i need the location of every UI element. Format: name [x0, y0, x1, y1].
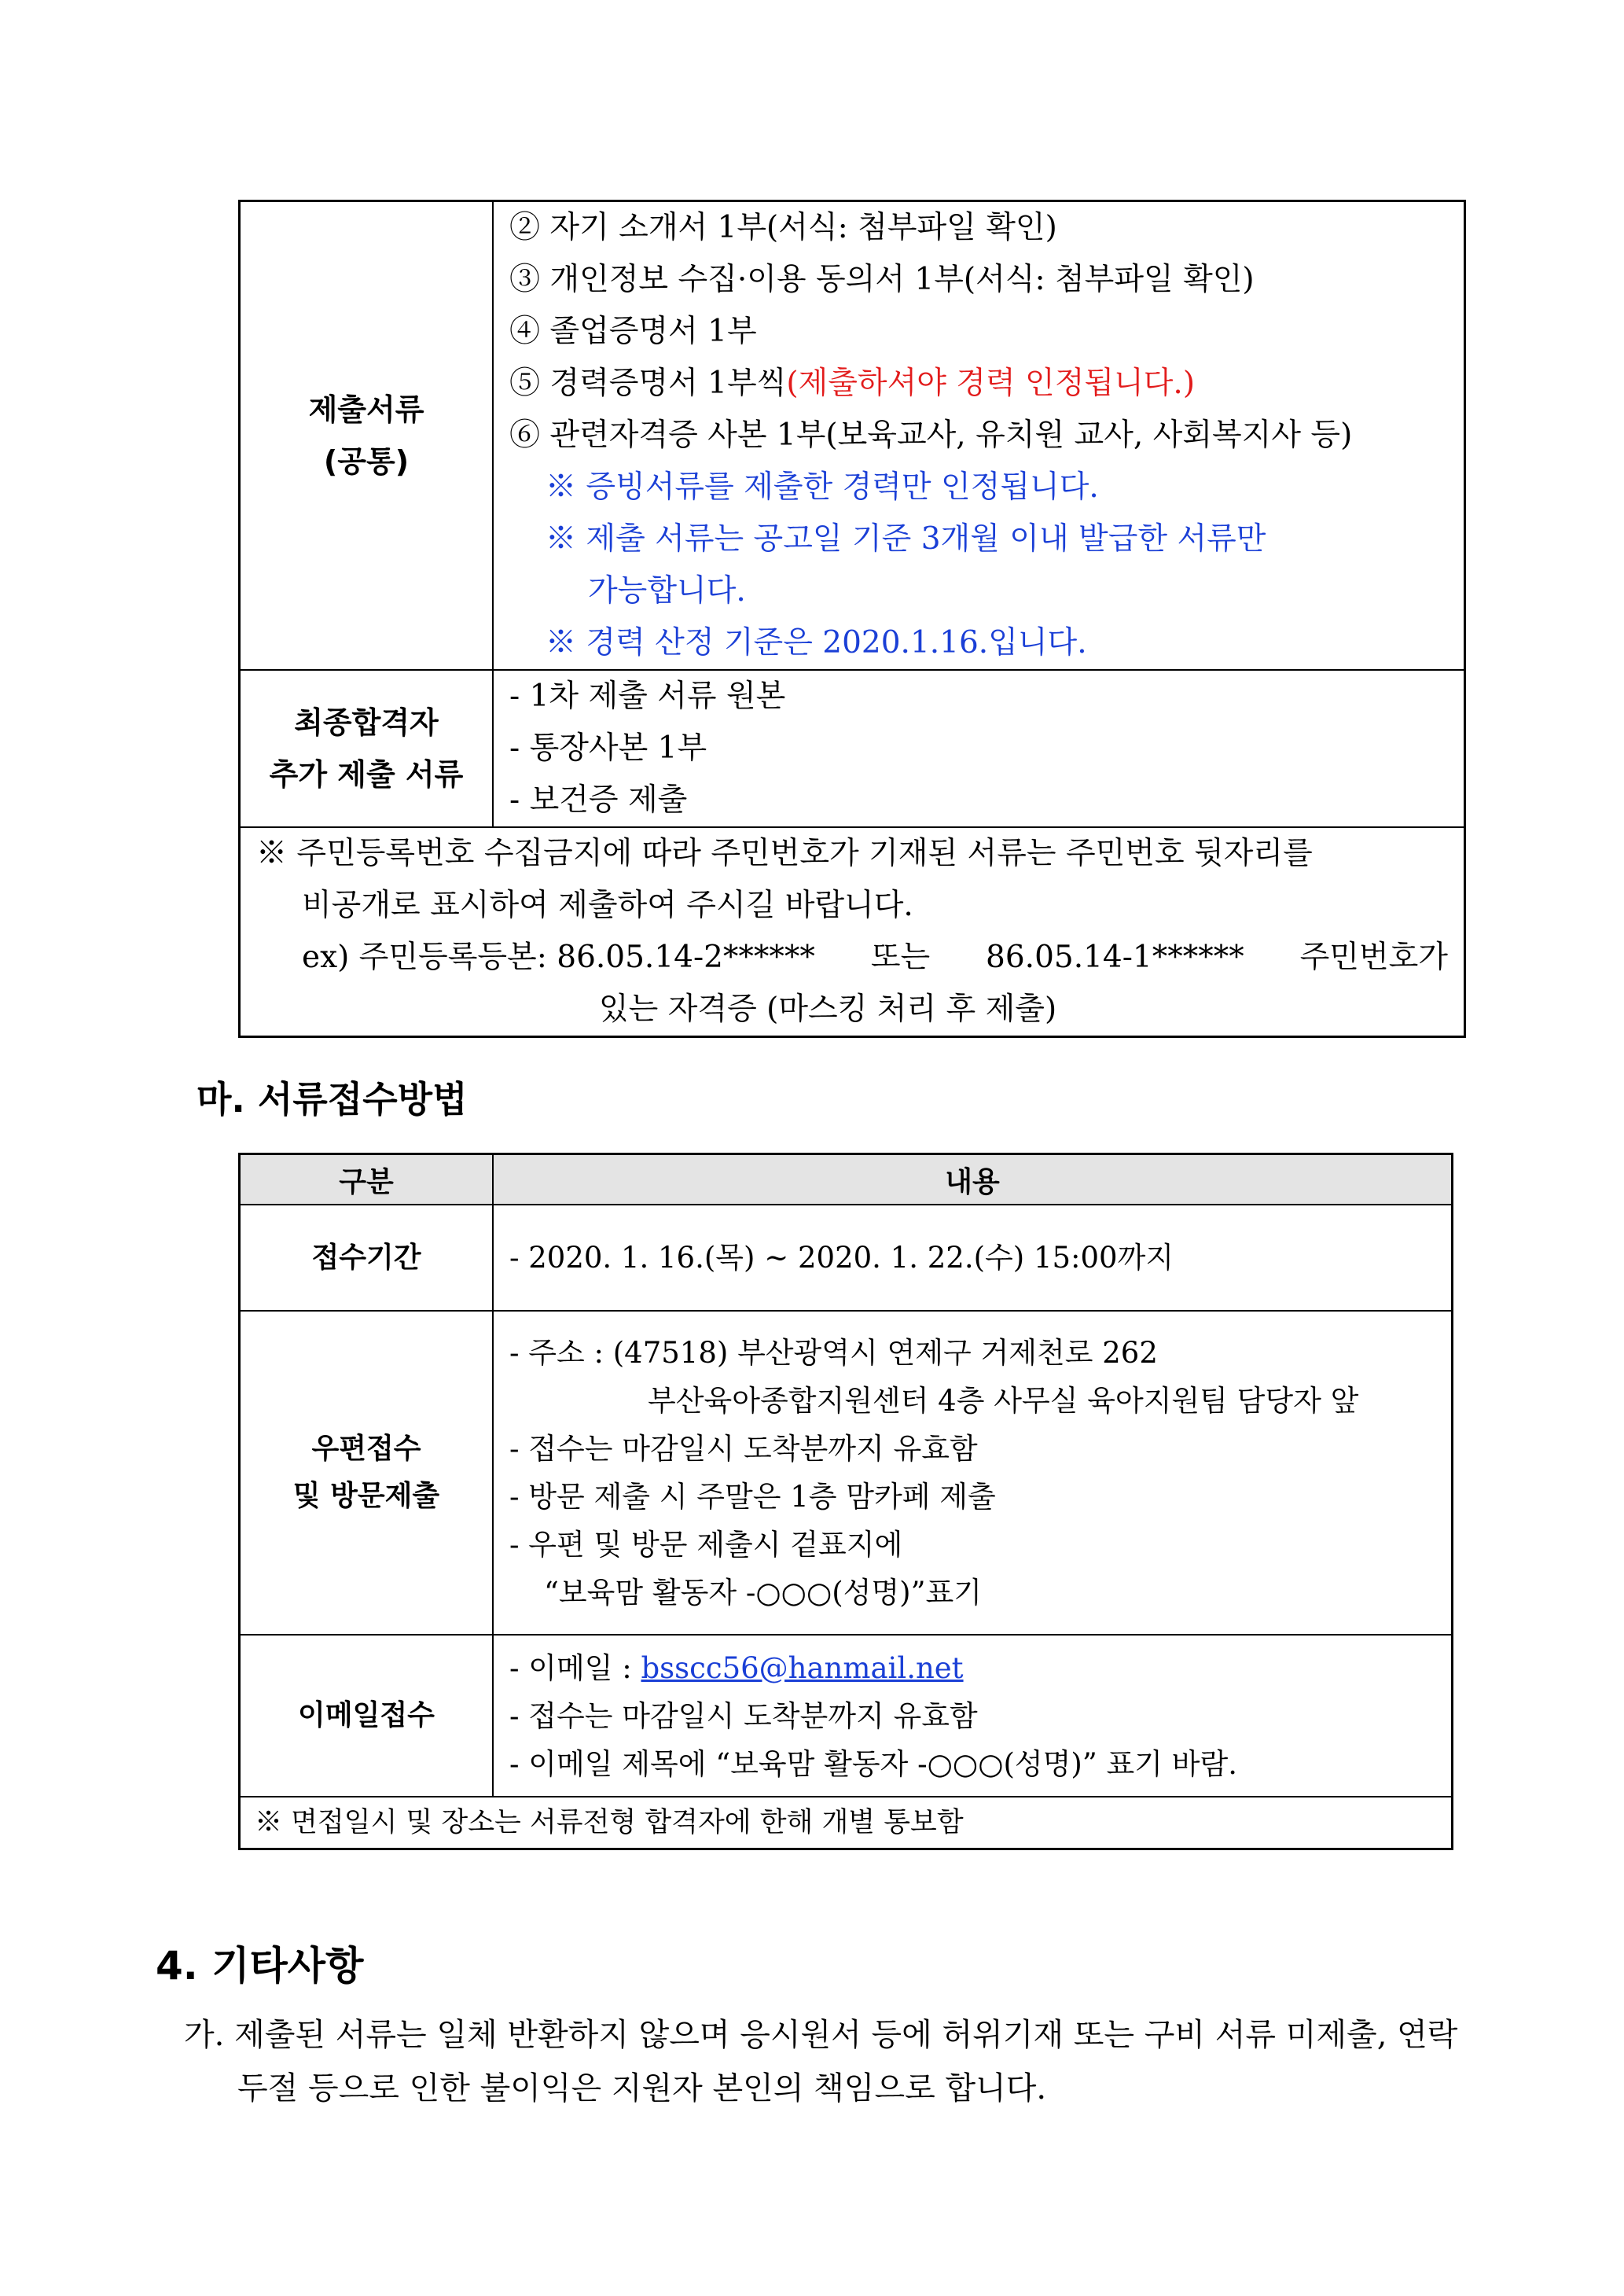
- row-label-period: 접수기간: [240, 1205, 494, 1311]
- blue-note: ※ 제출 서류는 공고일 기준 3개월 이내 발급한 서류만: [546, 521, 1266, 557]
- list-item-continuation: “보육맘 활동자 -○○○(성명)”표기: [544, 1576, 982, 1610]
- label-line: 및 방문제출: [292, 1480, 440, 1512]
- section-heading-submission-method: 마. 서류접수방법: [197, 1078, 468, 1120]
- list-item: - 이메일 제목에 “보육맘 활동자 -○○○(성명)” 표기 바람.: [509, 1746, 1238, 1781]
- period-content: [493, 1205, 1453, 1311]
- list-item: - 통장사본 1부: [509, 730, 707, 766]
- row-label-common-docs: [240, 201, 494, 671]
- table-header-row: [240, 1154, 1453, 1205]
- table-row: [240, 1797, 1453, 1849]
- example-part: ex) 주민등록등본: 86.05.14-2******: [302, 940, 815, 975]
- note-line: ※ 면접일시 및 장소는 서류전형 합격자에 한해 개별 통보함: [255, 1806, 964, 1838]
- table-row: [240, 1311, 1453, 1635]
- email-prefix: - 이메일 :: [509, 1650, 641, 1685]
- list-item: - 접수는 마감일시 도착분까지 유효함: [509, 1432, 978, 1466]
- submission-method-table: [238, 1153, 1453, 1850]
- list-item: ⑥ 관련자격증 사본 1부(보육교사, 유치원 교사, 사회복지사 등): [509, 418, 1353, 453]
- label-line: 제출서류: [308, 392, 424, 427]
- interview-note: [240, 1797, 1453, 1849]
- label-line: (공통): [323, 444, 410, 479]
- list-item: [509, 358, 1464, 410]
- column-header: 내용: [493, 1154, 1453, 1205]
- blue-note-continuation: 가능합니다.: [588, 573, 746, 609]
- row-label-email: 이메일접수: [240, 1635, 494, 1797]
- list-item: [509, 1644, 1451, 1692]
- table-row: [240, 1635, 1453, 1797]
- final-docs-content: [493, 670, 1465, 827]
- blue-note: ※ 경력 산정 기준은 2020.1.16.입니다.: [546, 625, 1087, 660]
- paragraph-line: 두절 등으로 인한 불이익은 지원자 본인의 책임으로 합니다.: [237, 2070, 1047, 2107]
- id-number-note: [240, 827, 1465, 1037]
- example-line: [256, 932, 1464, 984]
- address-continuation: 부산육아종합지원센터 4층 사무실 육아지원팀 담당자 앞: [648, 1384, 1359, 1418]
- example-part: 또는: [870, 940, 931, 975]
- example-part: 주민번호가: [1299, 940, 1448, 975]
- list-item: ③ 개인정보 수집·이용 동의서 1부(서식: 첨부파일 확인): [509, 262, 1255, 297]
- list-item: - 보건증 제출: [509, 782, 688, 818]
- period-text: - 2020. 1. 16.(목) ~ 2020. 1. 22.(수) 15:00까지: [509, 1241, 1174, 1275]
- row-label-final-docs: [240, 670, 494, 827]
- label-line: 최종합격자: [294, 705, 439, 740]
- paragraph-line: 가. 제출된 서류는 일체 반환하지 않으며 응시원서 등에 허위기재 또는 구비 서류 미제출, 연락: [184, 2017, 1458, 2053]
- example-part: 86.05.14-1******: [986, 940, 1244, 975]
- table-row: [240, 201, 1465, 671]
- row-label-mail: [240, 1311, 494, 1635]
- list-item: - 접수는 마감일시 도착분까지 유효함: [509, 1698, 978, 1733]
- list-item: - 우편 및 방문 제출시 겉표지에: [509, 1528, 903, 1562]
- email-link[interactable]: bsscc56@hanmail.net: [641, 1650, 964, 1685]
- note-line: 있는 자격증 (마스킹 처리 후 제출): [599, 992, 1057, 1027]
- label-line: 우편접수: [311, 1433, 421, 1465]
- label-line: 추가 제출 서류: [269, 757, 464, 792]
- table-row: [240, 670, 1465, 827]
- submission-documents-table: [238, 200, 1466, 1038]
- item-text: ⑤ 경력증명서 1부씩: [509, 366, 787, 401]
- list-item: - 1차 제출 서류 원본: [509, 679, 786, 714]
- table-row: [240, 1205, 1453, 1311]
- list-item: ② 자기 소개서 1부(서식: 첨부파일 확인): [509, 210, 1057, 245]
- note-line: 비공개로 표시하여 제출하여 주시길 바랍니다.: [302, 888, 913, 923]
- list-item: ④ 졸업증명서 1부: [509, 314, 757, 349]
- list-item: - 주소 : (47518) 부산광역시 연제구 거제천로 262: [509, 1336, 1158, 1370]
- table-row: [240, 827, 1465, 1037]
- career-warning: (제출하셔야 경력 인정됩니다.): [786, 366, 1196, 401]
- column-header: 구분: [240, 1154, 494, 1205]
- section-heading-misc: 4. 기타사항: [156, 1943, 364, 1989]
- blue-note: ※ 증빙서류를 제출한 경력만 인정됩니다.: [546, 469, 1099, 505]
- common-docs-content: [493, 201, 1465, 671]
- note-line: ※ 주민등록번호 수집금지에 따라 주민번호가 기재된 서류는 주민번호 뒷자리를: [256, 836, 1313, 871]
- mail-content: [493, 1311, 1453, 1635]
- email-content: [493, 1635, 1453, 1797]
- list-item: - 방문 제출 시 주말은 1층 맘카페 제출: [509, 1480, 996, 1514]
